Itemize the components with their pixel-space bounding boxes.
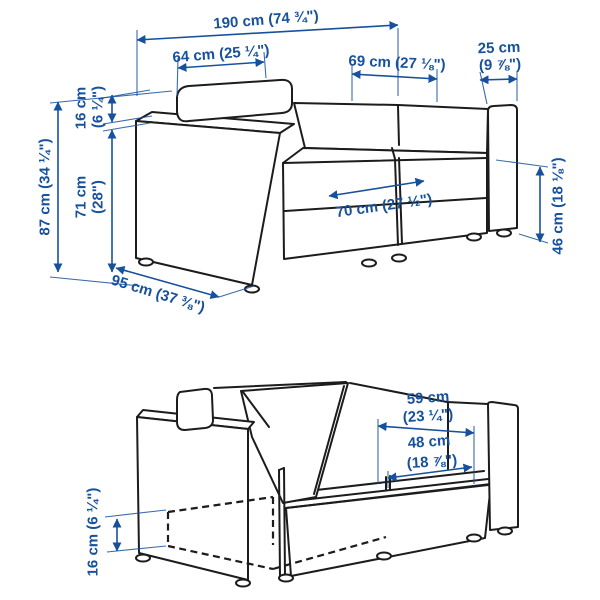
- dim-label-armrest-height-inches: (28"): [89, 180, 107, 214]
- backrest: [294, 103, 488, 153]
- dim-label-seat-height: 46 cm (18 ⅛"): [549, 157, 567, 255]
- left-armrest-side: [136, 121, 280, 285]
- dim-armrest-width-25: [480, 71, 517, 104]
- headrest-cushion: [177, 80, 292, 121]
- dim-label-armrest-height: 71 cm: [72, 175, 90, 219]
- sofa-top-view-drawing: [136, 80, 517, 293]
- dim-label-back-cushion-height-inches: (6 ¼"): [89, 85, 107, 129]
- dim-label-underframe-clearance: 16 cm (6 ¼"): [84, 487, 102, 577]
- sofa-bottom-view-drawing: [136, 382, 518, 587]
- dim-label-storage-width: 59 cm: [406, 388, 450, 408]
- right-armrest-bottom-view: [488, 402, 518, 530]
- dim-label-storage-width-inches: (23 ¼"): [402, 405, 454, 427]
- storage-left-wall-a: [279, 470, 280, 577]
- dim-label-total-height: 87 cm (34 ¼"): [36, 138, 54, 236]
- right-armrest: [488, 105, 517, 231]
- dim-label-total-depth: 95 cm (37 ⅜"): [109, 271, 207, 317]
- dim-label-headrest-width: 64 cm (25 ¼"): [171, 41, 271, 67]
- dim-label-seat-depth: 70 cm (27 ½"): [334, 190, 434, 222]
- dim-label-armrest-width-inches: (9 ⅞"): [478, 55, 522, 75]
- dim-label-total-width: 190 cm (74 ¾"): [212, 7, 320, 33]
- backrest-seam: [398, 106, 399, 145]
- dim-label-storage-inner-width: 48 cm: [407, 432, 451, 452]
- dim-label-seat-width: 69 cm (27 ⅛"): [348, 52, 446, 74]
- left-armrest-side-bottom-view: [137, 417, 248, 580]
- storage-left-wall-b: [284, 468, 285, 577]
- dim-label-storage-inner-width-inches: (18 ⅞"): [406, 451, 458, 473]
- dim-label-armrest-width: 25 cm: [477, 38, 521, 58]
- headrest-cushion-bottom-view: [177, 389, 213, 430]
- dim-label-back-cushion-height: 16 cm: [72, 86, 90, 130]
